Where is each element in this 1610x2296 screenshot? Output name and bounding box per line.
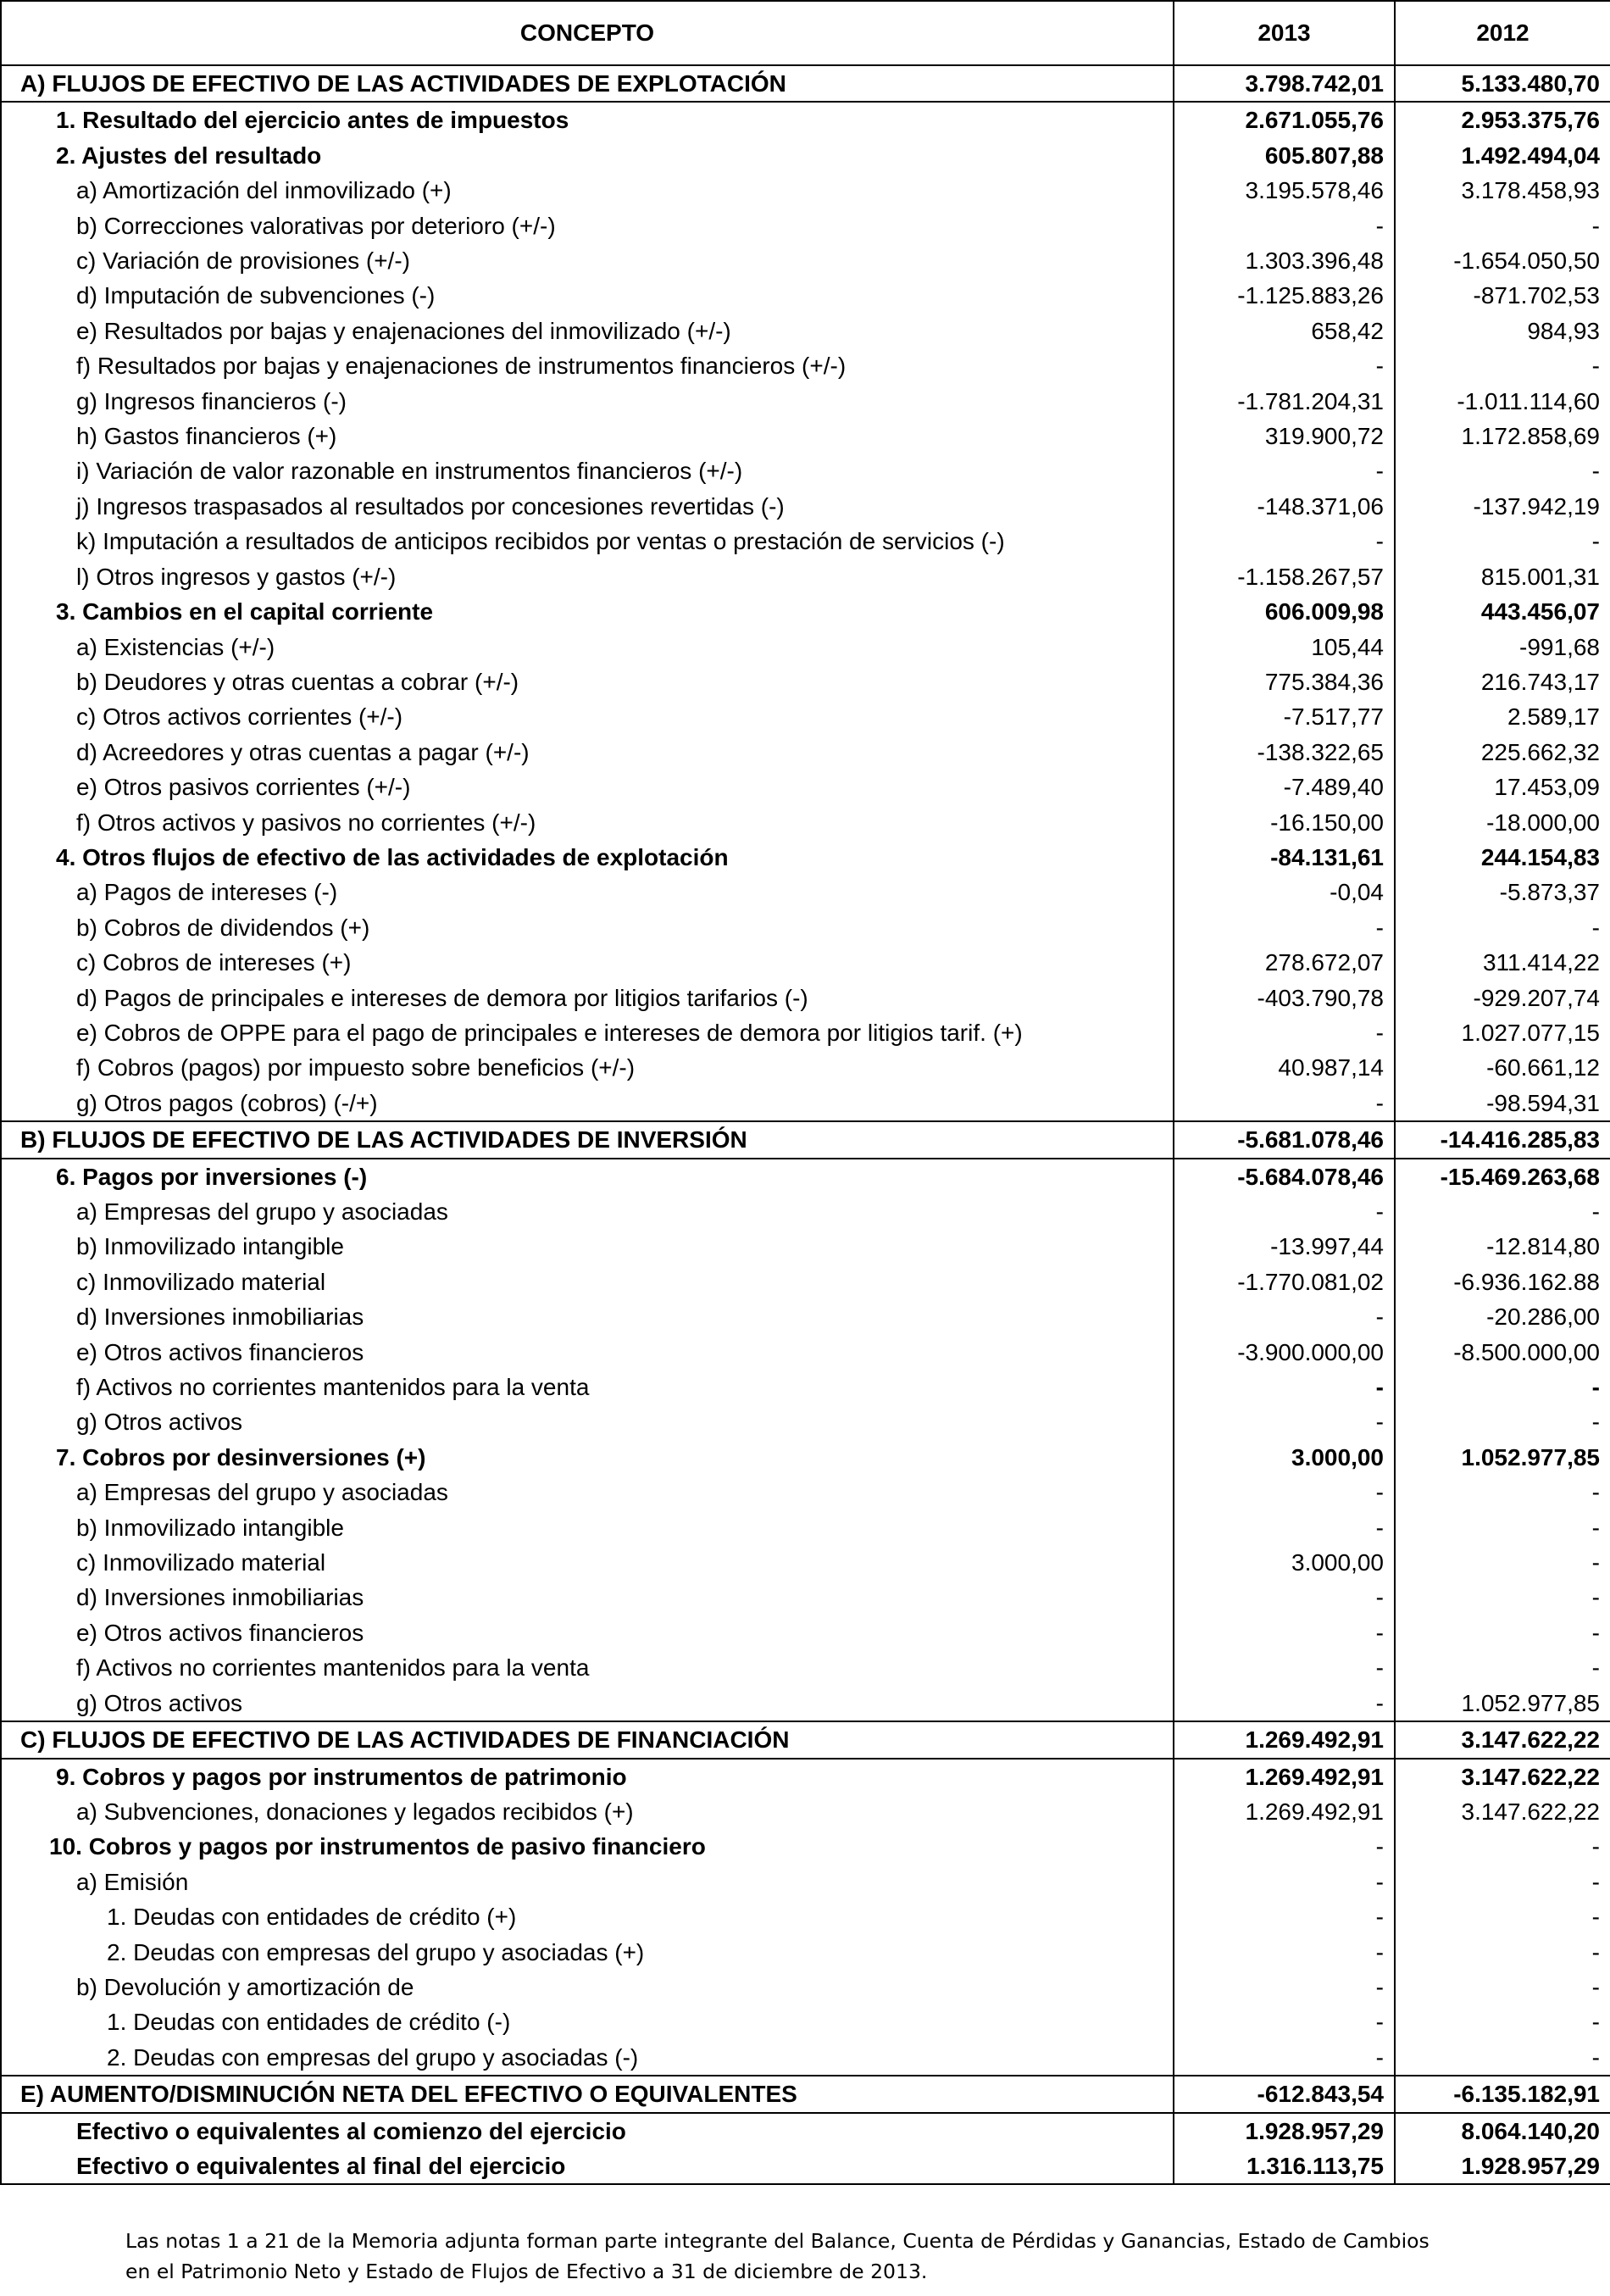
value-2013-cell: - <box>1174 1865 1395 1899</box>
concept-cell: d) Inversiones inmobiliarias <box>1 1580 1174 1615</box>
value-2013-cell: - <box>1174 2040 1395 2076</box>
table-row <box>1 1899 1610 1934</box>
value-2013-cell: -1.125.883,26 <box>1174 278 1395 313</box>
value-2013-cell: - <box>1174 524 1395 559</box>
value-2012-cell: -15.469.263,68 <box>1395 1159 1610 1194</box>
value-2013-cell: -84.131,61 <box>1174 840 1395 875</box>
section-row <box>1 2076 1610 2112</box>
value-2013-cell: - <box>1174 1935 1395 1970</box>
value-2012-cell: - <box>1395 1194 1610 1229</box>
table-row <box>1 875 1610 909</box>
table-row <box>1 1615 1610 1650</box>
table-row <box>1 594 1610 629</box>
value-2013-cell: 606.009,98 <box>1174 594 1395 629</box>
section-row <box>1 65 1610 102</box>
value-2012-cell: -929.207,74 <box>1395 981 1610 1015</box>
concept-cell: b) Inmovilizado intangible <box>1 1229 1174 1264</box>
table-row <box>1 1265 1610 1299</box>
value-2012-cell: - <box>1395 1615 1610 1650</box>
value-2013-cell: 1.269.492,91 <box>1174 1721 1395 1758</box>
concept-cell: d) Pagos de principales e intereses de demora por litigios tarifarios (-) <box>1 981 1174 1015</box>
value-2013-cell: - <box>1174 348 1395 383</box>
table-row <box>1 419 1610 453</box>
footnote <box>125 2226 1566 2287</box>
table-row <box>1 314 1610 348</box>
table-row <box>1 1475 1610 1509</box>
value-2012-cell: - <box>1395 1650 1610 1685</box>
concept-cell: 10. Cobros y pagos por instrumentos de pasivo financiero <box>1 1829 1174 1864</box>
value-2013-cell: -138.322,65 <box>1174 735 1395 770</box>
value-2013-cell: -5.681.078,46 <box>1174 1121 1395 1158</box>
value-2012-cell: 2.589,17 <box>1395 699 1610 734</box>
table-row <box>1 524 1610 559</box>
value-2013-cell: 775.384,36 <box>1174 664 1395 699</box>
concept-cell: Efectivo o equivalentes al final del ejercicio <box>1 2149 1174 2184</box>
value-2013-cell: - <box>1174 1970 1395 2004</box>
value-2012-cell: -60.661,12 <box>1395 1050 1610 1085</box>
value-2013-cell: - <box>1174 1899 1395 1934</box>
table-row <box>1 1829 1610 1864</box>
value-2012-cell: - <box>1395 348 1610 383</box>
value-2013-cell: - <box>1174 1829 1395 1864</box>
concept-cell: 1. Deudas con entidades de crédito (-) <box>1 2004 1174 2039</box>
concept-cell: E) AUMENTO/DISMINUCIÓN NETA DEL EFECTIVO O EQUIVALENTES <box>1 2076 1174 2112</box>
value-2012-cell: - <box>1395 1829 1610 1864</box>
value-2013-cell: 3.195.578,46 <box>1174 173 1395 208</box>
table-row <box>1 2004 1610 2039</box>
concept-cell: 2. Deudas con empresas del grupo y asociadas (-) <box>1 2040 1174 2076</box>
value-2012-cell: 2.953.375,76 <box>1395 102 1610 137</box>
value-2012-cell: -1.654.050,50 <box>1395 243 1610 278</box>
value-2012-cell: 3.147.622,22 <box>1395 1721 1610 1758</box>
concept-cell: 6. Pagos por inversiones (-) <box>1 1159 1174 1194</box>
value-2012-cell: -20.286,00 <box>1395 1299 1610 1334</box>
table-row <box>1 664 1610 699</box>
table-row <box>1 1335 1610 1370</box>
table-row <box>1 1440 1610 1475</box>
value-2013-cell: 1.316.113,75 <box>1174 2149 1395 2184</box>
concept-cell: 4. Otros flujos de efectivo de las actividades de explotación <box>1 840 1174 875</box>
value-2013-cell: 1.928.957,29 <box>1174 2113 1395 2149</box>
value-2012-cell: 3.147.622,22 <box>1395 1759 1610 1794</box>
value-2012-cell: - <box>1395 1899 1610 1934</box>
concept-cell: f) Activos no corrientes mantenidos para la venta <box>1 1650 1174 1685</box>
value-2012-cell: -1.011.114,60 <box>1395 384 1610 419</box>
table-row <box>1 1935 1610 1970</box>
value-2012-cell: - <box>1395 1970 1610 2004</box>
value-2013-cell: - <box>1174 453 1395 488</box>
concept-cell: i) Variación de valor razonable en instrumentos financieros (+/-) <box>1 453 1174 488</box>
value-2012-cell: -8.500.000,00 <box>1395 1335 1610 1370</box>
value-2012-cell: 8.064.140,20 <box>1395 2113 1610 2149</box>
table-row <box>1 453 1610 488</box>
table-row <box>1 1404 1610 1439</box>
value-2013-cell: 605.807,88 <box>1174 138 1395 173</box>
value-2013-cell: -1.158.267,57 <box>1174 559 1395 594</box>
concept-cell: j) Ingresos traspasados al resultados por concesiones revertidas (-) <box>1 489 1174 524</box>
value-2012-cell: - <box>1395 1404 1610 1439</box>
table-row <box>1 559 1610 594</box>
value-2013-cell: -148.371,06 <box>1174 489 1395 524</box>
value-2012-cell: - <box>1395 1935 1610 1970</box>
table-body <box>1 65 1610 2184</box>
concept-cell: f) Cobros (pagos) por impuesto sobre beneficios (+/-) <box>1 1050 1174 1085</box>
value-2013-cell: - <box>1174 1650 1395 1685</box>
concept-cell: f) Activos no corrientes mantenidos para la venta <box>1 1370 1174 1404</box>
value-2013-cell: 1.269.492,91 <box>1174 1759 1395 1794</box>
concept-cell: a) Empresas del grupo y asociadas <box>1 1475 1174 1509</box>
table-row <box>1 102 1610 137</box>
value-2013-cell: -403.790,78 <box>1174 981 1395 1015</box>
concept-cell: c) Variación de provisiones (+/-) <box>1 243 1174 278</box>
table-row <box>1 243 1610 278</box>
concept-cell: c) Cobros de intereses (+) <box>1 945 1174 980</box>
value-2012-cell: - <box>1395 1510 1610 1545</box>
value-2012-cell: -98.594,31 <box>1395 1086 1610 1121</box>
concept-cell: k) Imputación a resultados de anticipos recibidos por ventas o prestación de servicios (-) <box>1 524 1174 559</box>
table-row <box>1 1686 1610 1721</box>
value-2012-cell: - <box>1395 1475 1610 1509</box>
value-2013-cell: -1.770.081,02 <box>1174 1265 1395 1299</box>
concept-cell: C) FLUJOS DE EFECTIVO DE LAS ACTIVIDADES DE FINANCIACIÓN <box>1 1721 1174 1758</box>
table-row <box>1 630 1610 664</box>
concept-cell: e) Otros activos financieros <box>1 1615 1174 1650</box>
concept-cell: g) Ingresos financieros (-) <box>1 384 1174 419</box>
value-2012-cell: 1.928.957,29 <box>1395 2149 1610 2184</box>
concept-cell: Efectivo o equivalentes al comienzo del ejercicio <box>1 2113 1174 2149</box>
concept-cell: g) Otros pagos (cobros) (-/+) <box>1 1086 1174 1121</box>
value-2013-cell: - <box>1174 1615 1395 1650</box>
value-2012-cell: -14.416.285,83 <box>1395 1121 1610 1158</box>
value-2013-cell: -1.781.204,31 <box>1174 384 1395 419</box>
concept-cell: e) Otros activos financieros <box>1 1335 1174 1370</box>
concept-cell: A) FLUJOS DE EFECTIVO DE LAS ACTIVIDADES DE EXPLOTACIÓN <box>1 65 1174 102</box>
concept-cell: 1. Resultado del ejercicio antes de impuestos <box>1 102 1174 137</box>
concept-cell: 3. Cambios en el capital corriente <box>1 594 1174 629</box>
table-row <box>1 770 1610 804</box>
value-2013-cell: - <box>1174 208 1395 243</box>
value-2013-cell: -612.843,54 <box>1174 2076 1395 2112</box>
value-2013-cell: -5.684.078,46 <box>1174 1159 1395 1194</box>
value-2012-cell: -137.942,19 <box>1395 489 1610 524</box>
table-row <box>1 1970 1610 2004</box>
table-row <box>1 1794 1610 1829</box>
concept-cell: b) Devolución y amortización de <box>1 1970 1174 2004</box>
table-row <box>1 348 1610 383</box>
table-row <box>1 840 1610 875</box>
concept-cell: e) Otros pasivos corrientes (+/-) <box>1 770 1174 804</box>
table-row <box>1 384 1610 419</box>
concept-cell: d) Acreedores y otras cuentas a pagar (+/-) <box>1 735 1174 770</box>
table-row <box>1 1510 1610 1545</box>
value-2012-cell: 244.154,83 <box>1395 840 1610 875</box>
concept-cell: h) Gastos financieros (+) <box>1 419 1174 453</box>
concept-cell: d) Inversiones inmobiliarias <box>1 1299 1174 1334</box>
value-2012-cell: 1.172.858,69 <box>1395 419 1610 453</box>
concept-cell: d) Imputación de subvenciones (-) <box>1 278 1174 313</box>
value-2012-cell: - <box>1395 1865 1610 1899</box>
section-row <box>1 1721 1610 1758</box>
value-2012-cell: 815.001,31 <box>1395 559 1610 594</box>
table-row <box>1 1545 1610 1580</box>
footnote-line: Las notas 1 a 21 de la Memoria adjunta forman parte integrante del Balance, Cuenta de Pérdidas y Ganancias, Estado de Cambios <box>125 2229 1430 2253</box>
value-2012-cell: - <box>1395 1580 1610 1615</box>
value-2012-cell: - <box>1395 453 1610 488</box>
value-2013-cell: 658,42 <box>1174 314 1395 348</box>
concept-cell: e) Resultados por bajas y enajenaciones del inmovilizado (+/-) <box>1 314 1174 348</box>
concept-cell: B) FLUJOS DE EFECTIVO DE LAS ACTIVIDADES DE INVERSIÓN <box>1 1121 1174 1158</box>
value-2013-cell: 278.672,07 <box>1174 945 1395 980</box>
table-row <box>1 2113 1610 2149</box>
table-row <box>1 699 1610 734</box>
table-row <box>1 2040 1610 2076</box>
value-2012-cell: - <box>1395 910 1610 945</box>
value-2013-cell: - <box>1174 1404 1395 1439</box>
concept-cell: e) Cobros de OPPE para el pago de principales e intereses de demora por litigios tarif. (+) <box>1 1015 1174 1050</box>
concept-cell: 7. Cobros por desinversiones (+) <box>1 1440 1174 1475</box>
value-2012-cell: - <box>1395 1370 1610 1404</box>
value-2013-cell: 2.671.055,76 <box>1174 102 1395 137</box>
concept-cell: b) Inmovilizado intangible <box>1 1510 1174 1545</box>
concept-cell: a) Emisión <box>1 1865 1174 1899</box>
value-2012-cell: - <box>1395 2040 1610 2076</box>
concept-cell: c) Inmovilizado material <box>1 1265 1174 1299</box>
table-row <box>1 1159 1610 1194</box>
concept-cell: a) Existencias (+/-) <box>1 630 1174 664</box>
value-2012-cell: 17.453,09 <box>1395 770 1610 804</box>
value-2012-cell: 311.414,22 <box>1395 945 1610 980</box>
value-2012-cell: -12.814,80 <box>1395 1229 1610 1264</box>
table-row <box>1 1229 1610 1264</box>
concept-cell: 2. Ajustes del resultado <box>1 138 1174 173</box>
table-row <box>1 805 1610 840</box>
table-row <box>1 981 1610 1015</box>
concept-cell: 1. Deudas con entidades de crédito (+) <box>1 1899 1174 1934</box>
value-2013-cell: -16.150,00 <box>1174 805 1395 840</box>
value-2012-cell: -871.702,53 <box>1395 278 1610 313</box>
table-header-row <box>1 1 1610 65</box>
value-2013-cell: 105,44 <box>1174 630 1395 664</box>
value-2013-cell: - <box>1174 1015 1395 1050</box>
concept-cell: a) Amortización del inmovilizado (+) <box>1 173 1174 208</box>
concept-cell: g) Otros activos <box>1 1404 1174 1439</box>
value-2012-cell: 3.178.458,93 <box>1395 173 1610 208</box>
value-2013-cell: - <box>1174 1580 1395 1615</box>
concept-cell: l) Otros ingresos y gastos (+/-) <box>1 559 1174 594</box>
table-row <box>1 1865 1610 1899</box>
concept-cell: b) Deudores y otras cuentas a cobrar (+/-) <box>1 664 1174 699</box>
value-2013-cell: - <box>1174 1510 1395 1545</box>
value-2012-cell: -6.936.162.88 <box>1395 1265 1610 1299</box>
table-row <box>1 1759 1610 1794</box>
value-2013-cell: 3.000,00 <box>1174 1545 1395 1580</box>
value-2013-cell: -7.489,40 <box>1174 770 1395 804</box>
concept-cell: a) Empresas del grupo y asociadas <box>1 1194 1174 1229</box>
concept-cell: a) Pagos de intereses (-) <box>1 875 1174 909</box>
value-2012-cell: 1.052.977,85 <box>1395 1686 1610 1721</box>
table-row <box>1 173 1610 208</box>
table-row <box>1 208 1610 243</box>
table-row <box>1 910 1610 945</box>
value-2012-cell: - <box>1395 208 1610 243</box>
table-row <box>1 1370 1610 1404</box>
value-2013-cell: - <box>1174 1194 1395 1229</box>
concept-cell: g) Otros activos <box>1 1686 1174 1721</box>
table-row <box>1 1086 1610 1121</box>
value-2013-cell: - <box>1174 1086 1395 1121</box>
concept-cell: c) Inmovilizado material <box>1 1545 1174 1580</box>
value-2013-cell: - <box>1174 2004 1395 2039</box>
column-header-concepto: CONCEPTO <box>1 1 1174 65</box>
value-2012-cell: -5.873,37 <box>1395 875 1610 909</box>
value-2013-cell: - <box>1174 1299 1395 1334</box>
value-2013-cell: - <box>1174 1475 1395 1509</box>
value-2013-cell: 1.269.492,91 <box>1174 1794 1395 1829</box>
concept-cell: b) Correcciones valorativas por deterioro (+/-) <box>1 208 1174 243</box>
value-2012-cell: 1.052.977,85 <box>1395 1440 1610 1475</box>
value-2012-cell: 225.662,32 <box>1395 735 1610 770</box>
value-2012-cell: 443.456,07 <box>1395 594 1610 629</box>
table-row <box>1 1015 1610 1050</box>
value-2013-cell: - <box>1174 910 1395 945</box>
column-header-2013: 2013 <box>1174 1 1395 65</box>
value-2013-cell: 1.303.396,48 <box>1174 243 1395 278</box>
value-2013-cell: 40.987,14 <box>1174 1050 1395 1085</box>
value-2012-cell: 216.743,17 <box>1395 664 1610 699</box>
value-2013-cell: 319.900,72 <box>1174 419 1395 453</box>
table-row <box>1 138 1610 173</box>
concept-cell: f) Resultados por bajas y enajenaciones de instrumentos financieros (+/-) <box>1 348 1174 383</box>
section-row <box>1 1121 1610 1158</box>
table-row <box>1 1050 1610 1085</box>
concept-cell: a) Subvenciones, donaciones y legados recibidos (+) <box>1 1794 1174 1829</box>
table-row <box>1 735 1610 770</box>
value-2013-cell: 3.798.742,01 <box>1174 65 1395 102</box>
value-2012-cell: - <box>1395 524 1610 559</box>
value-2013-cell: -7.517,77 <box>1174 699 1395 734</box>
table-row <box>1 1650 1610 1685</box>
concept-cell: 2. Deudas con empresas del grupo y asociadas (+) <box>1 1935 1174 1970</box>
value-2012-cell: -6.135.182,91 <box>1395 2076 1610 2112</box>
value-2012-cell: 1.027.077,15 <box>1395 1015 1610 1050</box>
table-row <box>1 1580 1610 1615</box>
footnote-line: en el Patrimonio Neto y Estado de Flujos de Efectivo a 31 de diciembre de 2013. <box>125 2260 928 2283</box>
value-2012-cell: -991,68 <box>1395 630 1610 664</box>
value-2013-cell: - <box>1174 1370 1395 1404</box>
value-2013-cell: -13.997,44 <box>1174 1229 1395 1264</box>
value-2012-cell: 984,93 <box>1395 314 1610 348</box>
value-2013-cell: - <box>1174 1686 1395 1721</box>
table-row <box>1 1194 1610 1229</box>
table-row <box>1 278 1610 313</box>
value-2013-cell: 3.000,00 <box>1174 1440 1395 1475</box>
table-row <box>1 945 1610 980</box>
column-header-2012: 2012 <box>1395 1 1610 65</box>
concept-cell: f) Otros activos y pasivos no corrientes (+/-) <box>1 805 1174 840</box>
table-row <box>1 1299 1610 1334</box>
value-2012-cell: 5.133.480,70 <box>1395 65 1610 102</box>
table-row <box>1 489 1610 524</box>
value-2012-cell: - <box>1395 1545 1610 1580</box>
value-2013-cell: -0,04 <box>1174 875 1395 909</box>
value-2012-cell: 1.492.494,04 <box>1395 138 1610 173</box>
concept-cell: 9. Cobros y pagos por instrumentos de patrimonio <box>1 1759 1174 1794</box>
value-2012-cell: -18.000,00 <box>1395 805 1610 840</box>
concept-cell: b) Cobros de dividendos (+) <box>1 910 1174 945</box>
value-2012-cell: 3.147.622,22 <box>1395 1794 1610 1829</box>
concept-cell: c) Otros activos corrientes (+/-) <box>1 699 1174 734</box>
value-2013-cell: -3.900.000,00 <box>1174 1335 1395 1370</box>
table-row <box>1 2149 1610 2184</box>
value-2012-cell: - <box>1395 2004 1610 2039</box>
